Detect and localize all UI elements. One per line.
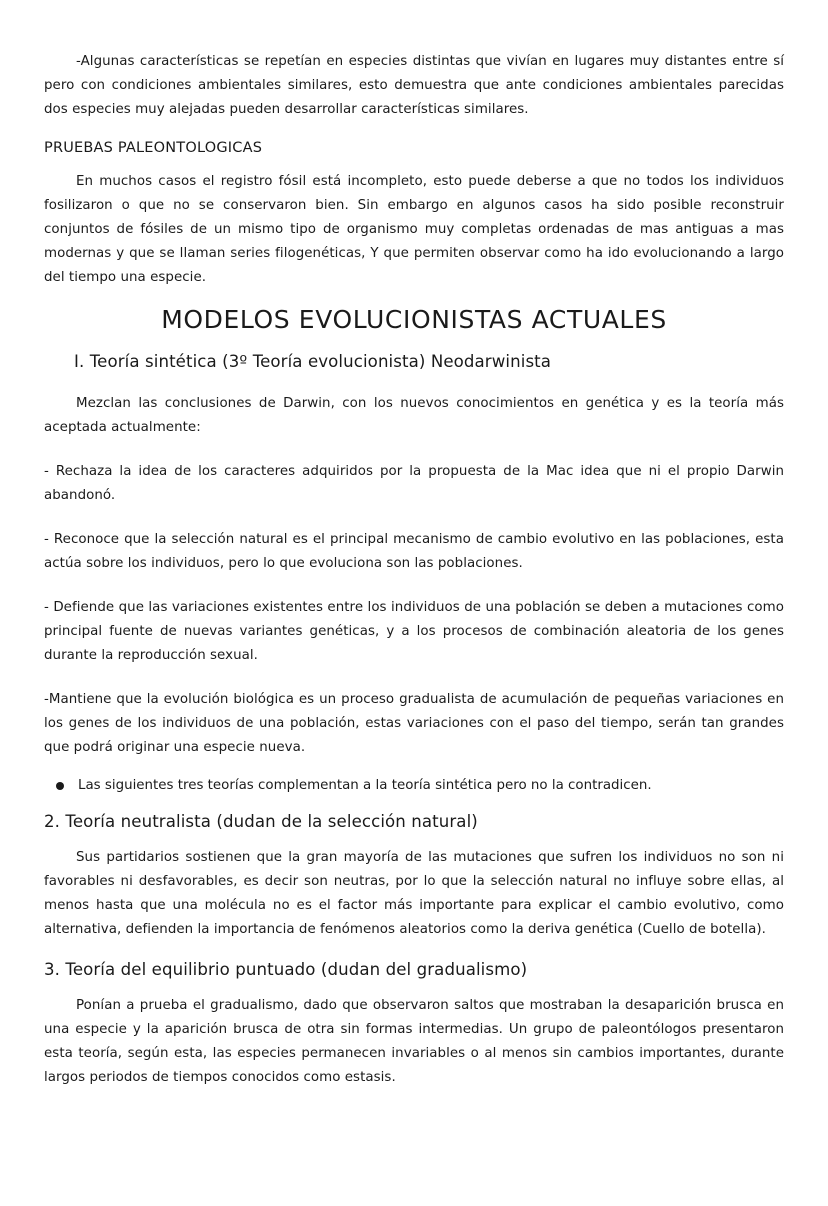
- punctuated-equilibrium-paragraph: Ponían a prueba el gradualismo, dado que observaron saltos que mostraban la desaparición brusca en una especie y la aparición brusca de otra sin formas intermedias. Un grupo de paleontólogos presentaron esta teoría, según esta, las especies permanecen invariables o al menos sin cambios importantes, durante largos periodos de tiempos conocidos como estasis.: [44, 998, 784, 1085]
- section-heading-punctuated-equilibrium: 3. Teoría del equilibrio puntuado (dudan del gradualismo): [44, 960, 528, 979]
- page-title: MODELOS EVOLUCIONISTAS ACTUALES: [161, 305, 667, 334]
- synthetic-theory-point-2: - Reconoce que la selección natural es el principal mecanismo de cambio evolutivo en las poblaciones, esta actúa sobre los individuos, pero lo que evoluciona son las poblaciones.: [44, 532, 784, 571]
- bullet-note-text: Las siguientes tres teorías complementan a la teoría sintética pero no la contradicen.: [78, 778, 652, 793]
- synthetic-theory-point-4: -Mantiene que la evolución biológica es un proceso gradualista de acumulación de pequeñas variaciones en los genes de los individuos de una población, estas variaciones con el paso del tiempo, serán tan grandes que podrá originar una especie nueva.: [44, 692, 784, 755]
- paleontological-evidence-heading: PRUEBAS PALEONTOLOGICAS: [44, 140, 263, 156]
- bullet-note: [44, 774, 784, 798]
- neutral-theory-paragraph: Sus partidarios sostienen que la gran mayoría de las mutaciones que sufren los individuos no son ni favorables ni desfavorables, es decir son neutras, por lo que la selección natural no influye sobre ellas, al menos hasta que una molécula no es el factor más importante para explicar el cambio evolutivo, como alternativa, defienden la importancia de fenómenos aleatorios como la deriva genética (Cuello de botella).: [44, 850, 784, 937]
- synthetic-theory-point-3: - Defiende que las variaciones existentes entre los individuos de una población se deben a mutaciones como principal fuente de nuevas variantes genéticas, y a los procesos de combinación aleatoria de los genes durante la reproducción sexual.: [44, 600, 784, 663]
- intro-paragraph: -Algunas características se repetían en especies distintas que vivían en lugares muy distantes entre sí pero con condiciones ambientales similares, esto demuestra que ante condiciones ambientales parecidas dos especies muy alejadas pueden desarrollar características similares.: [44, 54, 784, 117]
- paleontological-evidence-paragraph: En muchos casos el registro fósil está incompleto, esto puede deberse a que no todos los individuos fosilizaron o que no se conservaron bien. Sin embargo en algunos casos ha sido posible reconstruir conjuntos de fósiles de un mismo tipo de organismo muy completas ordenadas de mas antiguas a mas modernas y que se llaman series filogenéticas, Y que permiten observar como ha ido evolucionando a largo del tiempo una especie.: [44, 174, 784, 285]
- bullet-dot-icon: [56, 782, 64, 790]
- section-heading-neutral-theory: 2. Teoría neutralista (dudan de la selección natural): [44, 812, 478, 831]
- synthetic-theory-point-1: - Rechaza la idea de los caracteres adquiridos por la propuesta de la Mac idea que ni el propio Darwin abandonó.: [44, 464, 784, 503]
- synthetic-theory-intro: Mezclan las conclusiones de Darwin, con los nuevos conocimientos en genética y es la teoría más aceptada actualmente:: [44, 396, 784, 435]
- section-heading-synthetic-theory: I. Teoría sintética (3º Teoría evolucionista) Neodarwinista: [74, 352, 552, 371]
